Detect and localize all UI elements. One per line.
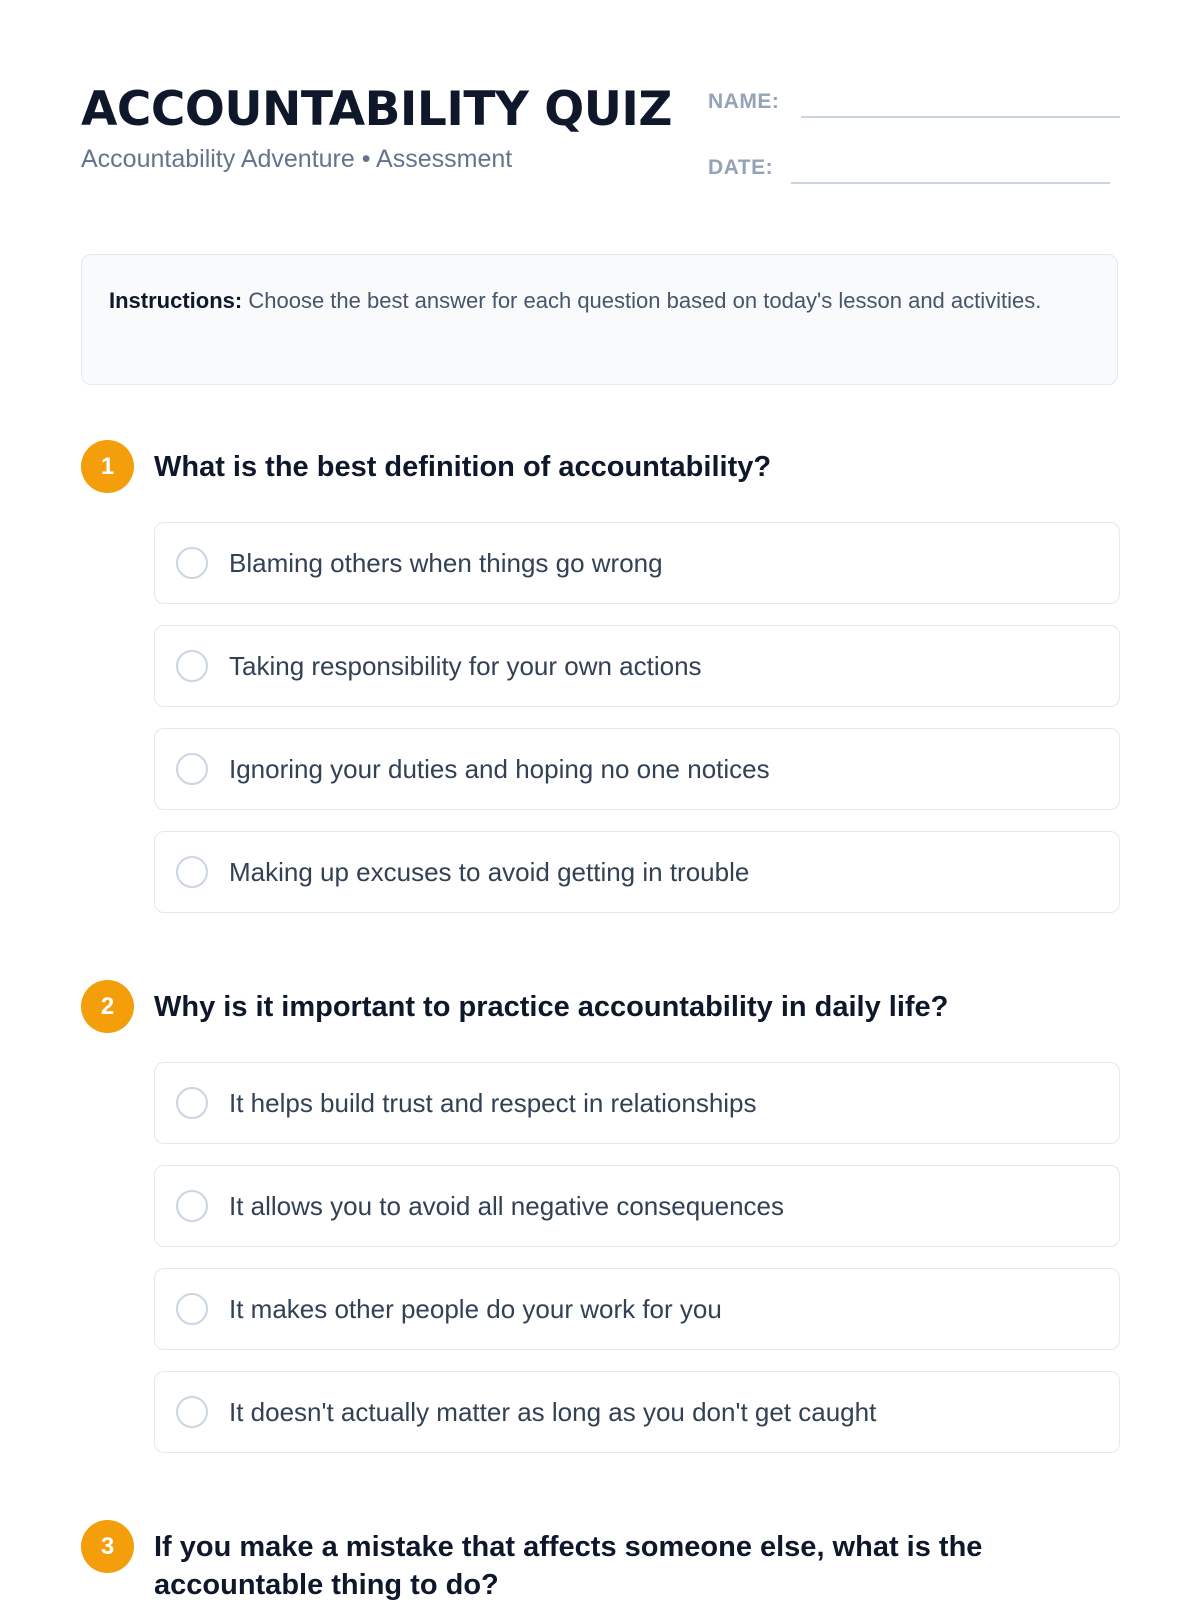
question-text: If you make a mistake that affects someone else, what is the accountable thing to do? [154, 1531, 983, 1600]
name-line[interactable] [801, 116, 1120, 118]
quiz-page [81, 0, 1120, 1600]
option-label: Ignoring your duties and hoping no one notices [229, 754, 770, 784]
answer-option[interactable] [154, 1062, 1120, 1144]
quiz-header [81, 78, 1120, 198]
radio-button[interactable] [176, 1190, 208, 1222]
question-number-badge: 1 [81, 440, 134, 493]
name-label: NAME: [708, 90, 780, 113]
radio-button[interactable] [176, 547, 208, 579]
question-number-badge: 3 [81, 1520, 134, 1573]
instructions-box [81, 254, 1118, 385]
option-label: It helps build trust and respect in relationships [229, 1088, 757, 1118]
option-label: Taking responsibility for your own actions [229, 651, 702, 681]
date-label: DATE: [708, 156, 774, 179]
page-title: ACCOUNTABILITY QUIZ [81, 82, 672, 137]
radio-button[interactable] [176, 753, 208, 785]
answer-option[interactable] [154, 1165, 1120, 1247]
answer-option[interactable] [154, 831, 1120, 913]
radio-button[interactable] [176, 650, 208, 682]
name-field[interactable] [708, 84, 1120, 120]
answer-option[interactable] [154, 625, 1120, 707]
option-label: It doesn't actually matter as long as you don't get caught [229, 1397, 877, 1427]
date-line[interactable] [791, 182, 1110, 184]
question-number-badge: 2 [81, 980, 134, 1033]
radio-button[interactable] [176, 1396, 208, 1428]
answer-option[interactable] [154, 1371, 1120, 1453]
radio-button[interactable] [176, 1087, 208, 1119]
option-label: It allows you to avoid all negative consequences [229, 1191, 785, 1221]
answer-option[interactable] [154, 1268, 1120, 1350]
answer-option[interactable] [154, 522, 1120, 604]
radio-button[interactable] [176, 1293, 208, 1325]
answer-option[interactable] [154, 728, 1120, 810]
instructions-label: Instructions: [109, 288, 243, 313]
page-subtitle: Accountability Adventure • Assessment [81, 145, 513, 173]
question-text: What is the best definition of accountability? [154, 451, 772, 483]
date-field[interactable] [708, 150, 1120, 186]
radio-button[interactable] [176, 856, 208, 888]
instructions-text: Choose the best answer for each question based on today's lesson and activities. [242, 288, 1042, 313]
option-label: Blaming others when things go wrong [229, 548, 663, 578]
option-label: Making up excuses to avoid getting in trouble [229, 857, 750, 887]
option-label: It makes other people do your work for you [229, 1294, 722, 1324]
question-text: Why is it important to practice accountability in daily life? [154, 991, 949, 1023]
